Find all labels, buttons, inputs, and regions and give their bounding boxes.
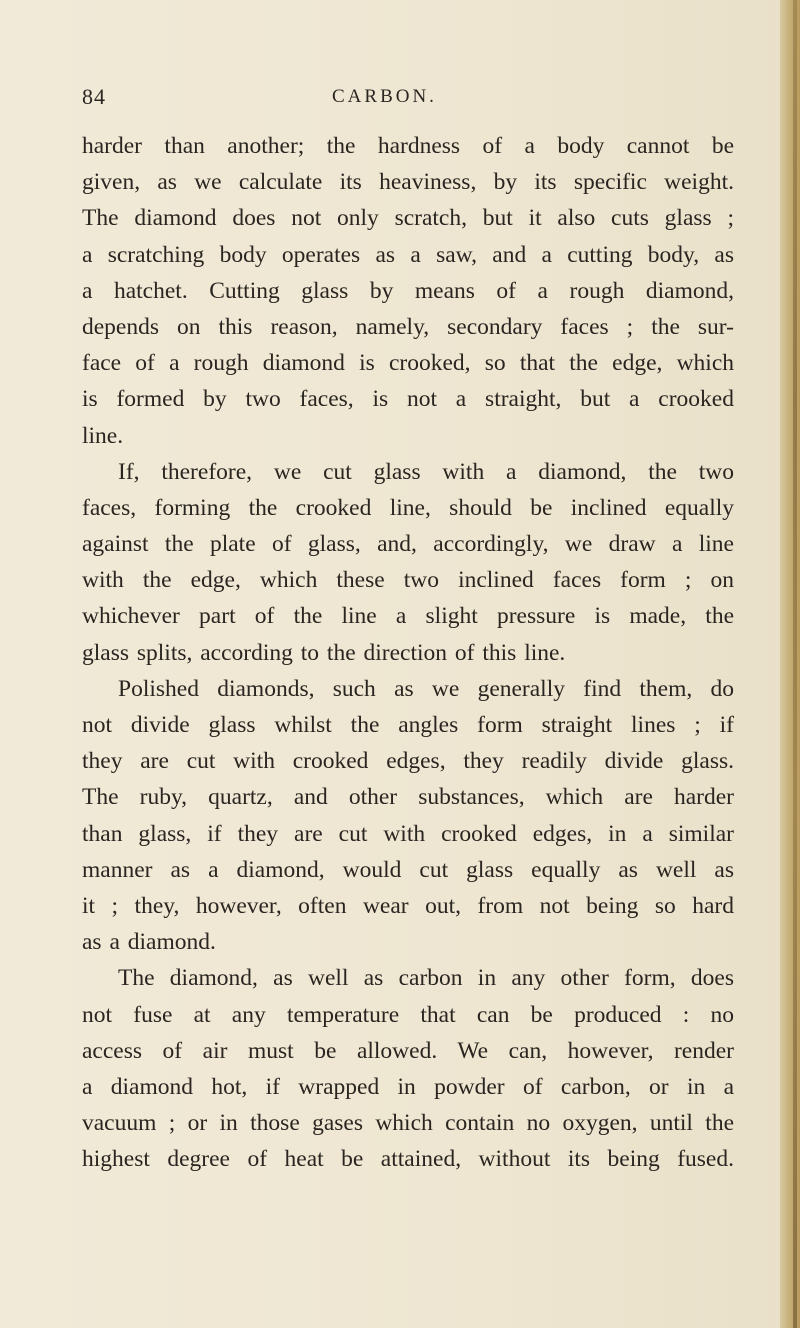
text-line: manner as a diamond, would cut glass equally as well as <box>82 856 734 883</box>
text-line: highest degree of heat be attained, without its being fused. <box>82 1146 734 1173</box>
text-line: glass splits, according to the direction of this line. <box>82 639 566 666</box>
text-line: with the edge, which these two inclined faces form ; on <box>82 567 734 594</box>
text-line: access of air must be allowed. We can, however, render <box>82 1037 734 1064</box>
paragraph-start: Polished diamonds, such as we generally find them, do <box>118 675 734 702</box>
text-line: The ruby, quartz, and other substances, which are harder <box>82 784 734 811</box>
text-line: vacuum ; or in those gases which contain no oxygen, until the <box>82 1110 734 1137</box>
text-line: faces, forming the crooked line, should be inclined equally <box>82 494 734 521</box>
text-line: line. <box>82 422 124 449</box>
text-line: is formed by two faces, is not a straight, but a crooked <box>82 386 734 413</box>
running-title: CARBON. <box>332 86 437 107</box>
body-text <box>82 128 734 1177</box>
text-line: not fuse at any temperature that can be produced : no <box>82 1001 734 1028</box>
paragraph-start: The diamond, as well as carbon in any other form, does <box>118 965 734 992</box>
text-line: a scratching body operates as a saw, and a cutting body, as <box>82 241 734 268</box>
text-line: harder than another; the hardness of a body cannot be <box>82 133 734 159</box>
text-line: they are cut with crooked edges, they readily divide glass. <box>82 748 734 775</box>
page-header <box>82 84 722 112</box>
text-line: face of a rough diamond is crooked, so that the edge, which <box>82 350 734 377</box>
page-edge <box>780 0 800 1328</box>
page-number: 84 <box>82 84 106 109</box>
text-line: a hatchet. Cutting glass by means of a rough diamond, <box>82 277 734 304</box>
text-line: a diamond hot, if wrapped in powder of carbon, or in a <box>82 1073 734 1100</box>
text-line: as a diamond. <box>82 929 216 956</box>
text-line: whichever part of the line a slight pressure is made, the <box>82 603 734 630</box>
text-line: The diamond does not only scratch, but it also cuts glass ; <box>82 205 734 232</box>
text-line: against the plate of glass, and, accordingly, we draw a line <box>82 531 734 558</box>
paragraph-start: If, therefore, we cut glass with a diamond, the two <box>118 458 734 485</box>
text-line: it ; they, however, often wear out, from not being so hard <box>82 892 734 919</box>
text-line: depends on this reason, namely, secondary faces ; the sur- <box>82 313 734 340</box>
binding-shadow <box>793 0 797 1328</box>
text-line: than glass, if they are cut with crooked edges, in a similar <box>82 820 734 847</box>
text-line: given, as we calculate its heaviness, by its specific weight. <box>82 169 734 196</box>
text-line: not divide glass whilst the angles form straight lines ; if <box>82 712 734 738</box>
